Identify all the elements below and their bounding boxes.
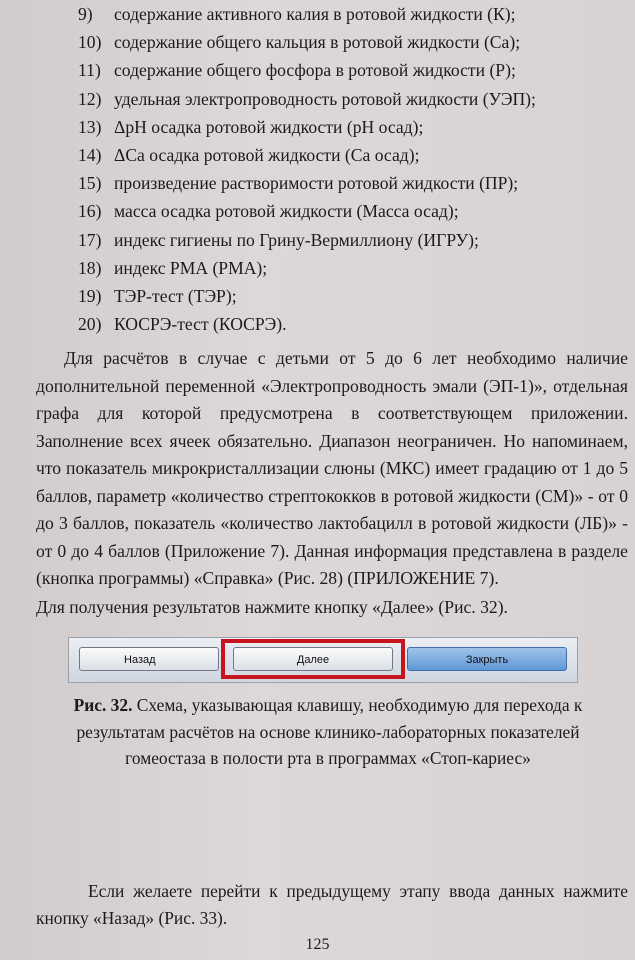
next-button[interactable]: Далее	[233, 647, 393, 671]
body-paragraph-3: Если желаете перейти к предыдущему этапу ввода данных нажмите кнопку «Назад» (Рис. 33).	[36, 881, 628, 928]
body-paragraph-1: Для расчётов в случае с детьми от 5 до 6 лет необходимо наличие дополнительной переменной «Электропроводность эмали (ЭП-1)», отдельная графа для которой предусмотрена в соответствующем приложении. Заполнение всех ячеек обязательно. Диапазон неограничен. Но напоминаем, что показатель микрокристаллизации слюны (МКС) имеет градацию от 1 до 5 баллов, параметр «количество стрептококков в ротовой жидкости (СМ)» - от 0 до 3 баллов, показатель «количество лактобацилл в ротовой жидкости (ЛБ)» - от 0 до 4 баллов (Приложение 7). Данная информация представлена в разделе (кнопка программы) «Справка» (Рис. 28) (ПРИЛОЖЕНИЕ 7).	[36, 348, 628, 588]
list-item: 17) индекс гигиены по Грину-Вермиллиону (ИГРУ);	[78, 229, 479, 250]
back-button[interactable]: Назад	[79, 647, 219, 671]
figure-label: Рис. 32.	[73, 695, 133, 715]
figure-caption	[58, 692, 598, 772]
list-item: 11) содержание общего фосфора в ротовой жидкости (Р);	[78, 60, 516, 81]
numbered-list	[78, 0, 628, 338]
list-item: 19) ТЭР-тест (ТЭР);	[78, 285, 237, 306]
close-button[interactable]: Закрыть	[407, 647, 567, 671]
list-item: 18) индекс РМА (РМА);	[78, 257, 268, 278]
page-number: 125	[305, 936, 330, 953]
list-item: 9) содержание активного калия в ротовой жидкости (К);	[78, 4, 516, 24]
list-item: 16) масса осадка ротовой жидкости (Масса осад);	[78, 201, 459, 222]
list-item: 13) ΔрН осадка ротовой жидкости (рН осад);	[78, 116, 424, 137]
list-item: 14) ΔСа осадка ротовой жидкости (Са осад);	[78, 144, 420, 165]
list-item: 10) содержание общего кальция в ротовой жидкости (Са);	[78, 32, 521, 53]
list-item: 15) произведение растворимости ротовой жидкости (ПР);	[78, 173, 519, 194]
figure-32-screenshot	[68, 637, 578, 683]
list-item: 12) удельная электропроводность ротовой жидкости (УЭП);	[78, 88, 536, 109]
figure-caption-text: Схема, указывающая клавишу, необходимую для перехода к результатам расчётов на основе клинико-лабораторных показателей гомеостаза в полости рта в программах «Стоп-кариес»	[76, 695, 583, 768]
next-button-highlight-frame	[221, 639, 405, 679]
list-item: 20) КОСРЭ-тест (КОСРЭ).	[78, 314, 287, 335]
body-paragraph-2: Для получения результатов нажмите кнопку «Далее» (Рис. 32).	[36, 597, 508, 617]
